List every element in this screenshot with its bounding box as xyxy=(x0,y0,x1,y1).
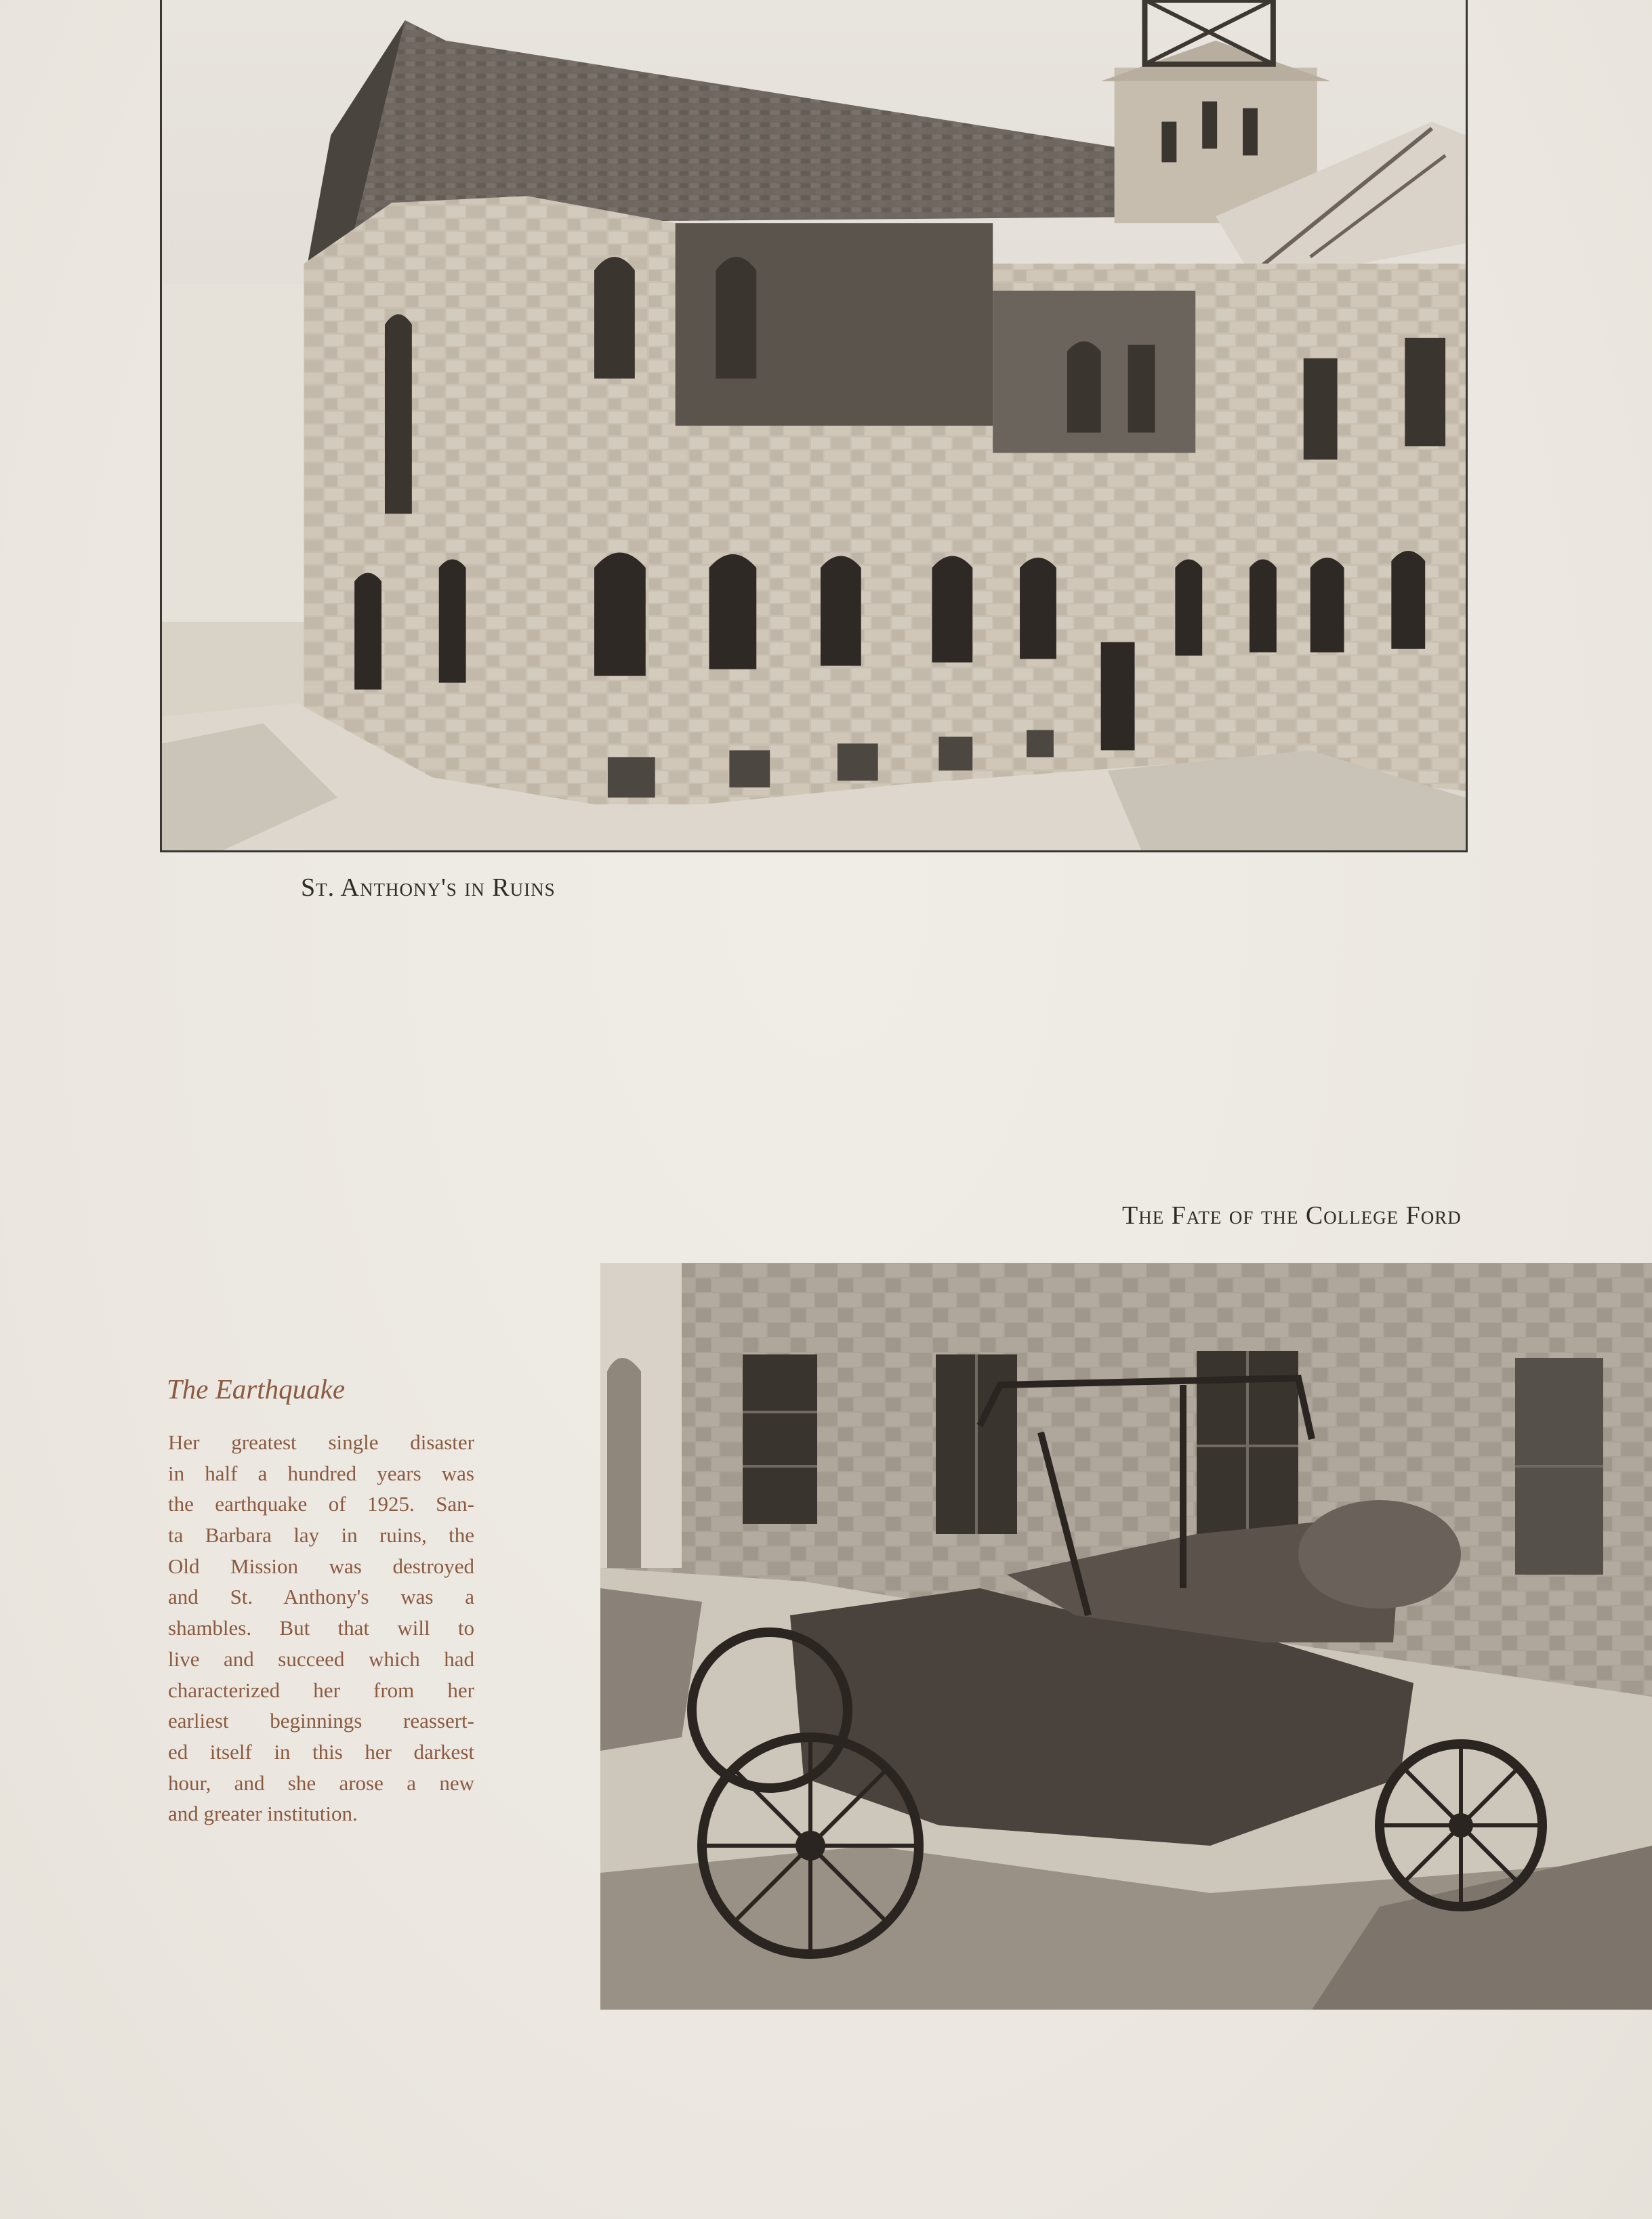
article-line: ta Barbara lay in ruins, the xyxy=(168,1523,474,1548)
article-line: and St. Anthony's was a xyxy=(168,1585,474,1609)
article-line: and greater institution. xyxy=(168,1802,358,1826)
article-line: earliest beginnings reassert- xyxy=(168,1709,474,1733)
article-line: Old Mission was destroyed xyxy=(168,1554,474,1578)
college-ford-photo xyxy=(600,1263,1652,2010)
article-line: shambles. But that will to xyxy=(168,1616,474,1640)
article-line: in half a hundred years was xyxy=(168,1461,474,1485)
wrecked-car-drawing xyxy=(600,1263,1652,2010)
ruins-photo-drawing xyxy=(162,0,1466,850)
article-body xyxy=(168,1427,474,1829)
article-line: ed itself in this her darkest xyxy=(168,1739,474,1764)
article-line: Her greatest single disaster xyxy=(168,1430,474,1454)
article-line: characterized her from her xyxy=(168,1678,474,1702)
article-line: live and succeed which had xyxy=(168,1646,474,1671)
article-line: hour, and she arose a new xyxy=(168,1770,474,1795)
bottom-photo-caption: The Fate of the College Ford xyxy=(1122,1201,1462,1230)
st-anthonys-ruins-photo xyxy=(160,0,1468,852)
top-photo-caption: St. Anthony's in Ruins xyxy=(301,873,556,902)
article-heading: The Earthquake xyxy=(167,1373,346,1405)
article-line: the earthquake of 1925. San- xyxy=(168,1492,474,1516)
